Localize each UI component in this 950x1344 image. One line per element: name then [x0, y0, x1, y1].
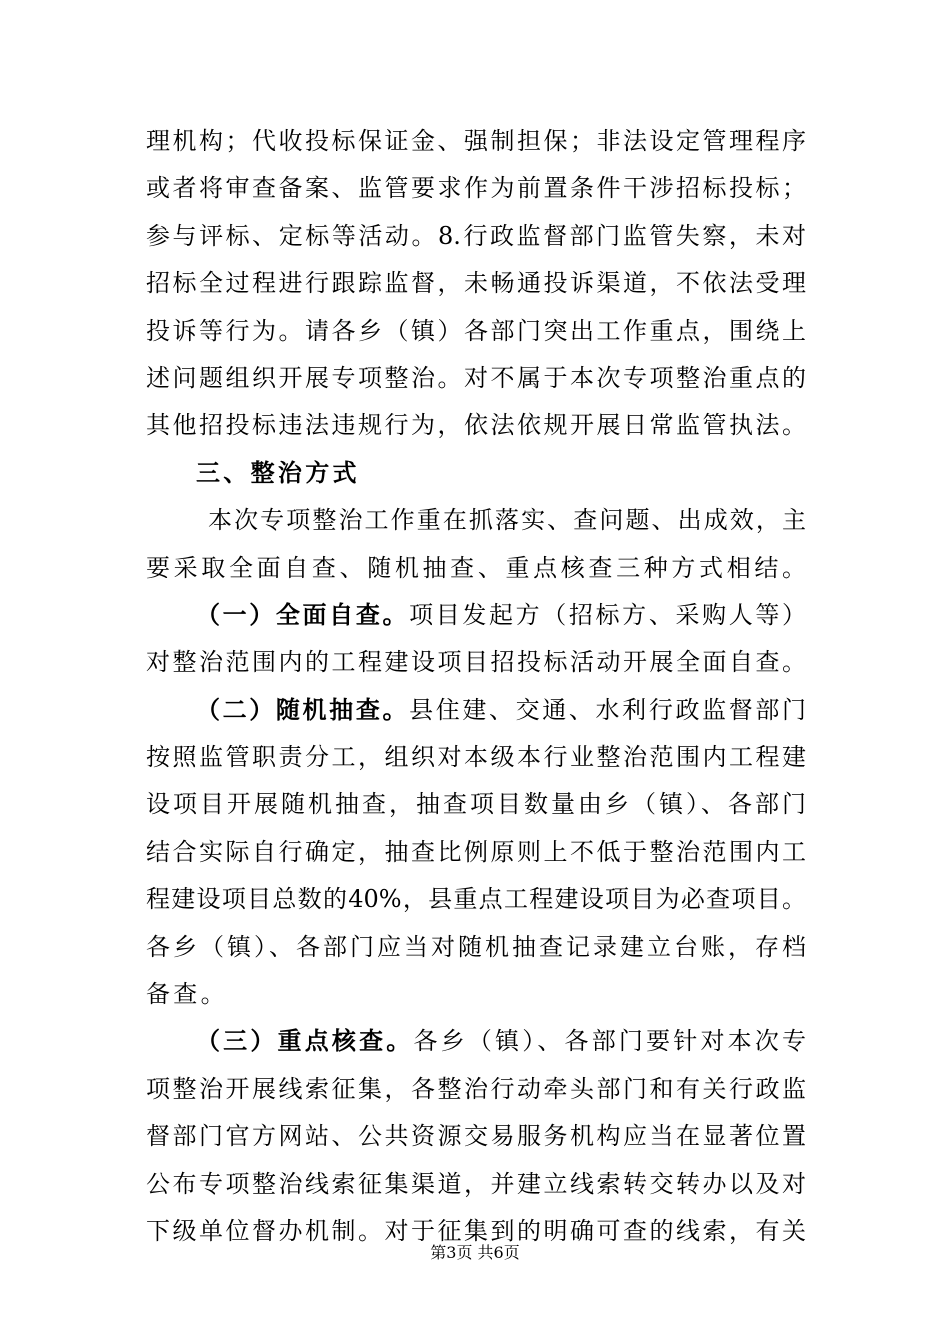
section-lead: （一）全面自查。 — [196, 600, 410, 629]
text-line: 招标全过程进行跟踪监督，未畅通投诉渠道，不依法受理 — [146, 269, 806, 298]
section-text: 县住建、交通、水利行政监督部门 — [409, 695, 807, 724]
section-text: 项目发起方（招标方、采购人等） — [409, 600, 807, 629]
text-line: 或者将审查备案、监管要求作为前置条件干涉招标投标； — [146, 174, 806, 203]
text-line: 各乡（镇）、各部门应当对随机抽查记录建立台账，存档 — [146, 932, 806, 961]
text-line: 其他招投标违法违规行为，依法依规开展日常监管执法。 — [146, 411, 806, 440]
text-line: 三、整治方式 — [196, 458, 360, 487]
text-line: 下级单位督办机制。对于征集到的明确可查的线索，有关 — [146, 1216, 806, 1245]
page-footer: 第3页 共6页 — [430, 1243, 520, 1262]
text-line: 项整治开展线索征集，各整治行动牵头部门和有关行政监 — [146, 1074, 806, 1103]
text-line — [146, 592, 806, 639]
document-body — [146, 118, 806, 1255]
section-lead: （二）随机抽查。 — [196, 695, 410, 724]
text-line: 要采取全面自查、随机抽查、重点核查三种方式相结。 — [146, 553, 806, 582]
text-line — [146, 1018, 806, 1065]
text-line: 按照监管职责分工，组织对本级本行业整治范围内工程建 — [146, 743, 806, 772]
text-line: 公布专项整治线索征集渠道，并建立线索转交转办以及对 — [146, 1169, 806, 1198]
text-line: 对整治范围内的工程建设项目招投标活动开展全面自查。 — [146, 648, 806, 677]
text-line: 程建设项目总数的40%，县重点工程建设项目为必查项目。 — [146, 885, 806, 914]
text-line: 述问题组织开展专项整治。对不属于本次专项整治重点的 — [146, 363, 806, 392]
text-line — [146, 687, 806, 734]
section-text: 各乡（镇）、各部门要针对本次专 — [413, 1027, 807, 1056]
text-line: 督部门官方网站、公共资源交易服务机构应当在显著位置 — [146, 1122, 806, 1151]
text-line: 投诉等行为。请各乡（镇）各部门突出工作重点，围绕上 — [146, 316, 806, 345]
text-line: 理机构；代收投标保证金、强制担保；非法设定管理程序 — [146, 127, 806, 155]
text-line: 设项目开展随机抽查，抽查项目数量由乡（镇）、各部门 — [146, 790, 806, 819]
text-line: 参与评标、定标等活动。8.行政监督部门监管失察，未对 — [146, 221, 806, 250]
text-line: 结合实际自行确定，抽查比例原则上不低于整治范围内工 — [146, 837, 806, 866]
text-line: 备查。 — [146, 980, 228, 1009]
section-lead: （三）重点核查。 — [196, 1027, 414, 1056]
text-line: 本次专项整治工作重在抓落实、查问题、出成效，主 — [208, 506, 806, 535]
